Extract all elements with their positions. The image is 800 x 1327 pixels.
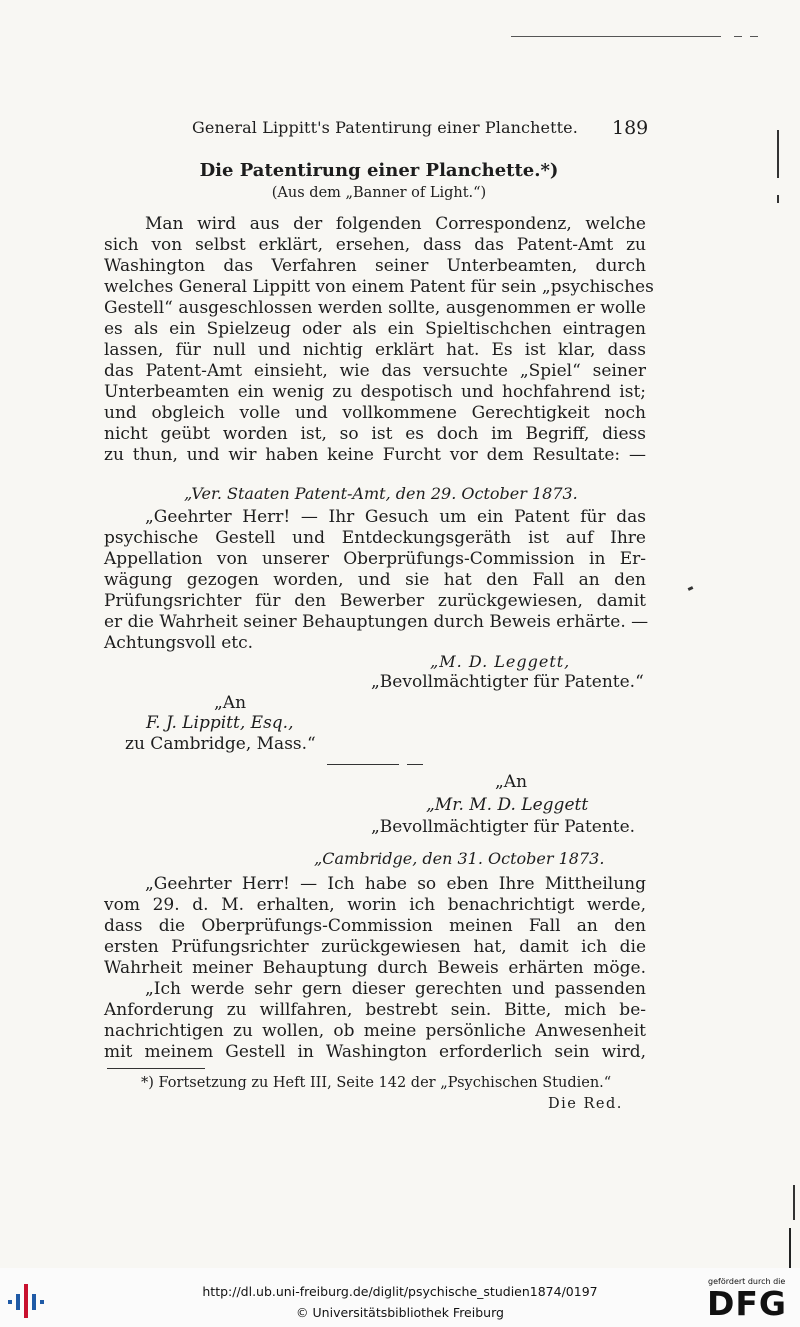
text-line: vom 29. d. M. erhalten, worin ich benachrichtigt werde,: [104, 895, 646, 915]
permalink-url[interactable]: http://dl.ub.uni-freiburg.de/diglit/psychische_studien1874/0197: [202, 1284, 598, 1299]
letter-dateline: „Cambridge, den 31. October 1873.: [314, 849, 605, 868]
signature-name: „M. D. Leggett,: [430, 652, 571, 671]
text-line: Appellation von unserer Oberprüfungs-Commission in Er-: [104, 549, 646, 569]
edge-mark: [793, 1185, 795, 1220]
top-rule-dash: [734, 36, 742, 37]
text-line: welches General Lippitt von einem Patent für sein „psychisches: [104, 277, 654, 297]
dfg-logo[interactable]: DFG: [707, 1284, 788, 1323]
text-line: es als ein Spielzeug oder als ein Spieltischchen eintragen: [104, 319, 646, 339]
text-line: er die Wahrheit seiner Behauptungen durch Beweis erhärte. —: [104, 612, 649, 632]
page-number: 189: [612, 117, 649, 139]
edge-mark: [777, 130, 779, 178]
section-rule: [327, 764, 399, 765]
letter-dateline: „Ver. Staaten Patent-Amt, den 29. October 1873.: [184, 484, 578, 503]
text-line: Man wird aus der folgenden Correspondenz, welche: [145, 214, 646, 234]
footnote-rule: [107, 1068, 205, 1069]
footnote-signature: Die Red.: [548, 1096, 623, 1112]
text-line: dass die Oberprüfungs-Commission meinen Fall an den: [104, 916, 646, 936]
text-line: psychische Gestell und Entdeckungsgeräth ist auf Ihre: [104, 528, 646, 548]
print-speck: [688, 586, 694, 591]
letter-closing: Achtungsvoll etc.: [104, 633, 254, 653]
text-line: ersten Prüfungsrichter zurückgewiesen hat, damit ich die: [104, 937, 646, 957]
dfg-funding-text: gefördert durch die: [708, 1277, 786, 1286]
text-line: „Geehrter Herr! — Ich habe so eben Ihre Mittheilung: [145, 874, 646, 894]
address-line: „Mr. M. D. Leggett: [426, 795, 589, 815]
address-line: zu Cambridge, Mass.“: [125, 734, 316, 754]
text-line: Wahrheit meiner Behauptung durch Beweis erhärten möge.: [104, 958, 646, 978]
top-rule: [511, 36, 721, 37]
signature-title: „Bevollmächtigter für Patente.“: [371, 672, 644, 692]
address-line: „An: [214, 693, 247, 713]
top-rule-dash: [750, 36, 758, 37]
section-rule: [407, 764, 423, 765]
edge-mark: [777, 195, 779, 203]
text-line: Anforderung zu willfahren, bestrebt sein. Bitte, mich be-: [104, 1000, 646, 1020]
running-head: General Lippitt's Patentirung einer Planchette.: [192, 118, 578, 137]
footnote: *) Fortsetzung zu Heft III, Seite 142 der „Psychischen Studien.“: [141, 1075, 612, 1091]
text-line: „Geehrter Herr! — Ihr Gesuch um ein Patent für das: [145, 507, 646, 527]
article-title: Die Patentirung einer Planchette.*): [199, 160, 559, 181]
edge-mark: [789, 1228, 791, 1268]
address-line: „An: [495, 772, 528, 792]
text-line: das Patent-Amt einsieht, wie das versuchte „Spiel“ seiner: [104, 361, 646, 381]
text-line: mit meinem Gestell in Washington erforderlich sein wird,: [104, 1042, 646, 1062]
text-line: sich von selbst erklärt, ersehen, dass das Patent-Amt zu: [104, 235, 646, 255]
text-line: Gestell“ ausgeschlossen werden sollte, ausgenommen er wolle: [104, 298, 646, 318]
text-line: wägung gezogen worden, und sie hat den Fall an den: [104, 570, 646, 590]
copyright-notice: © Universitätsbibliothek Freiburg: [296, 1305, 504, 1320]
text-line: nicht geübt worden ist, so ist es doch im Begriff, diess: [104, 424, 646, 444]
address-line: „Bevollmächtigter für Patente.: [371, 817, 636, 837]
viewer-footer: [0, 1268, 800, 1327]
text-line: zu thun, und wir haben keine Furcht vor dem Resultate: —: [104, 445, 646, 465]
text-line: und obgleich volle und vollkommene Gerechtigkeit noch: [104, 403, 646, 423]
text-line: nachrichtigen zu wollen, ob meine persönliche Anwesenheit: [104, 1021, 646, 1041]
text-line: „Ich werde sehr gern dieser gerechten und passenden: [145, 979, 646, 999]
address-line: F. J. Lippitt, Esq.,: [146, 713, 294, 733]
text-line: Unterbeamten ein wenig zu despotisch und hochfahrend ist;: [104, 382, 646, 402]
text-line: lassen, für null und nichtig erklärt hat. Es ist klar, dass: [104, 340, 646, 360]
text-line: Prüfungsrichter für den Bewerber zurückgewiesen, damit: [104, 591, 646, 611]
article-subtitle: (Aus dem „Banner of Light.“): [271, 185, 487, 201]
text-line: Washington das Verfahren seiner Unterbeamten, durch: [104, 256, 646, 276]
